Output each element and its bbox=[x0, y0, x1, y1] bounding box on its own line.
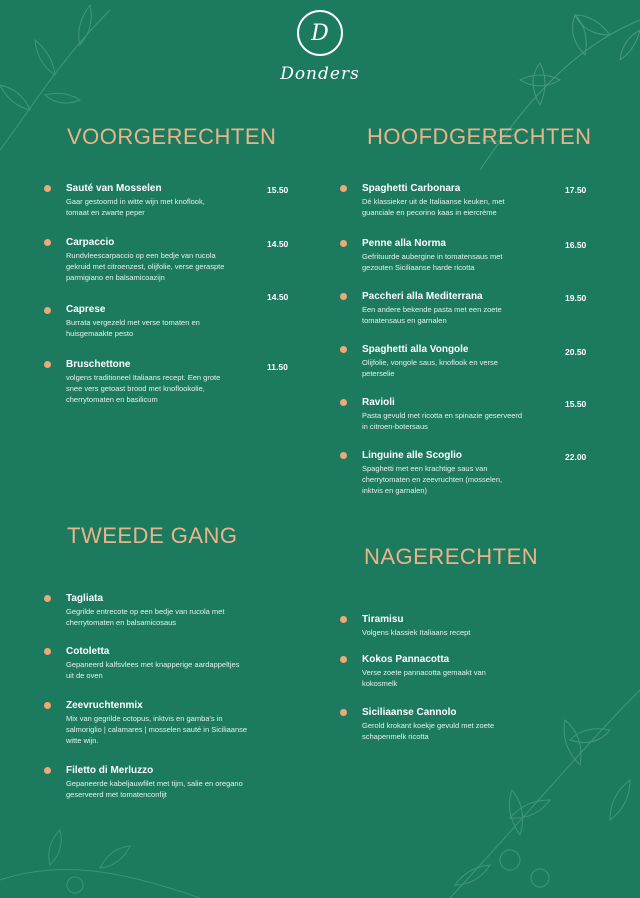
bullet-dot-icon bbox=[340, 185, 347, 192]
bullet-dot-icon bbox=[44, 595, 51, 602]
bullet-dot-icon bbox=[340, 240, 347, 247]
item-description: Rundvleescarpaccio op een bedje van rucola gekruid met citroenzest, olijfolie, verse geraspte parmigiano en balsamicoazijn bbox=[66, 251, 225, 282]
bullet-dot-icon bbox=[44, 361, 51, 368]
item-description: Burrata vergezeld met verse tomaten en huisgemaakte pesto bbox=[66, 318, 200, 338]
item-name: Carpaccio bbox=[66, 237, 115, 248]
bullet-dot-icon bbox=[44, 648, 51, 655]
item-description: Gaar gestoomd in witte wijn met knoflook, tomaat en zwarte peper bbox=[66, 197, 205, 217]
item-name: Bruschettone bbox=[66, 359, 131, 370]
item-description: Gefrituurde aubergine in tomatensaus met gezouten Siciliaanse harde ricotta bbox=[362, 252, 503, 272]
bullet-dot-icon bbox=[44, 702, 51, 709]
item-description: Mix van gegrilde octopus, inktvis en gamba's in salmoriglio | calamares | mosselen sauté in Siciliaanse witte wijn. bbox=[66, 714, 248, 745]
bullet-dot-icon bbox=[44, 767, 51, 774]
bullet-dot-icon bbox=[340, 709, 347, 716]
item-description: Spaghetti met een krachtige saus van cherrytomaten en zeevruchten (mosselen, inktvis en garnalen) bbox=[362, 464, 503, 495]
bullet-dot-icon bbox=[340, 293, 347, 300]
item-name: Cotoletta bbox=[66, 646, 110, 657]
brand-name: Donders bbox=[280, 64, 360, 84]
item-description: Gerold krokant koekje gevuld met zoete schapenmelk ricotta bbox=[362, 721, 495, 741]
logo-emblem: D bbox=[297, 10, 343, 56]
bullet-dot-icon bbox=[340, 616, 347, 623]
item-name: Caprese bbox=[66, 304, 106, 315]
bullet-dot-icon bbox=[340, 452, 347, 459]
item-name: Filetto di Merluzzo bbox=[66, 765, 154, 776]
item-name: Tiramisu bbox=[362, 614, 404, 625]
bullet-dot-icon bbox=[44, 307, 51, 314]
item-price: 16.50 bbox=[565, 240, 587, 250]
item-name: Kokos Pannacotta bbox=[362, 654, 450, 665]
item-name: Sauté van Mosselen bbox=[66, 183, 162, 194]
item-price: 20.50 bbox=[565, 347, 587, 357]
item-name: Zeevruchtenmix bbox=[66, 700, 143, 711]
item-description: Volgens klassiek Italiaans recept bbox=[362, 628, 471, 637]
section-title-tweede-gang: TWEEDE GANG bbox=[67, 523, 238, 548]
item-price: 14.50 bbox=[267, 292, 289, 302]
item-description: Gegrilde entrecote op een bedje van rucola met cherrytomaten en balsamicosaus bbox=[66, 607, 225, 627]
item-description: Verse zoete pannacotta gemaakt van kokosmelk bbox=[362, 668, 486, 688]
item-description: Gepaneerde kabeljauwfilet met tijm, salie en oregano geserveerd met tomatenconfijt bbox=[66, 779, 243, 799]
item-name: Ravioli bbox=[362, 397, 395, 408]
bullet-dot-icon bbox=[340, 346, 347, 353]
item-price: 17.50 bbox=[565, 185, 587, 195]
brand-logo bbox=[0, 10, 640, 84]
item-price: 11.50 bbox=[267, 362, 288, 372]
bullet-dot-icon bbox=[340, 399, 347, 406]
item-name: Paccheri alla Mediterrana bbox=[362, 291, 483, 302]
item-name: Linguine alle Scoglio bbox=[362, 450, 463, 461]
bullet-dot-icon bbox=[44, 239, 51, 246]
item-name: Siciliaanse Cannolo bbox=[362, 707, 457, 718]
bullet-dot-icon bbox=[44, 185, 51, 192]
item-name: Spaghetti Carbonara bbox=[362, 183, 461, 194]
item-name: Tagliata bbox=[66, 593, 104, 604]
item-description: volgens traditioneel Italiaans recept. Een grote snee vers getoast brood met knoflookolie, cherrytomaten en basilicum bbox=[66, 373, 221, 404]
bullet-dot-icon bbox=[340, 656, 347, 663]
item-description: Gepaneerd kalfsvlees met knapperige aardappeltjes uit de oven bbox=[66, 660, 240, 680]
item-price: 19.50 bbox=[565, 293, 587, 303]
item-name: Spaghetti alla Vongole bbox=[362, 344, 469, 355]
item-description: Olijfolie, vongole saus, knoflook en verse peterselie bbox=[362, 358, 498, 378]
item-description: Dé klassieker uit de Italiaanse keuken, met guanciale en pecorino kaas in eiercrème bbox=[362, 197, 505, 217]
item-price: 22.00 bbox=[565, 452, 587, 462]
section-title-voorgerechten: VOORGERECHTEN bbox=[67, 124, 277, 149]
item-description: Een andere bekende pasta met een zoete tomatensaus en garnalen bbox=[362, 305, 502, 325]
item-name: Penne alla Norma bbox=[362, 238, 446, 249]
item-price: 14.50 bbox=[267, 239, 289, 249]
item-price: 15.50 bbox=[267, 185, 289, 195]
section-title-hoofdgerechten: HOOFDGERECHTEN bbox=[367, 124, 592, 149]
item-price: 15.50 bbox=[565, 399, 587, 409]
item-description: Pasta gevuld met ricotta en spinazie geserveerd in citroen-botersaus bbox=[362, 411, 523, 431]
section-title-nagerechten: NAGERECHTEN bbox=[364, 544, 539, 569]
